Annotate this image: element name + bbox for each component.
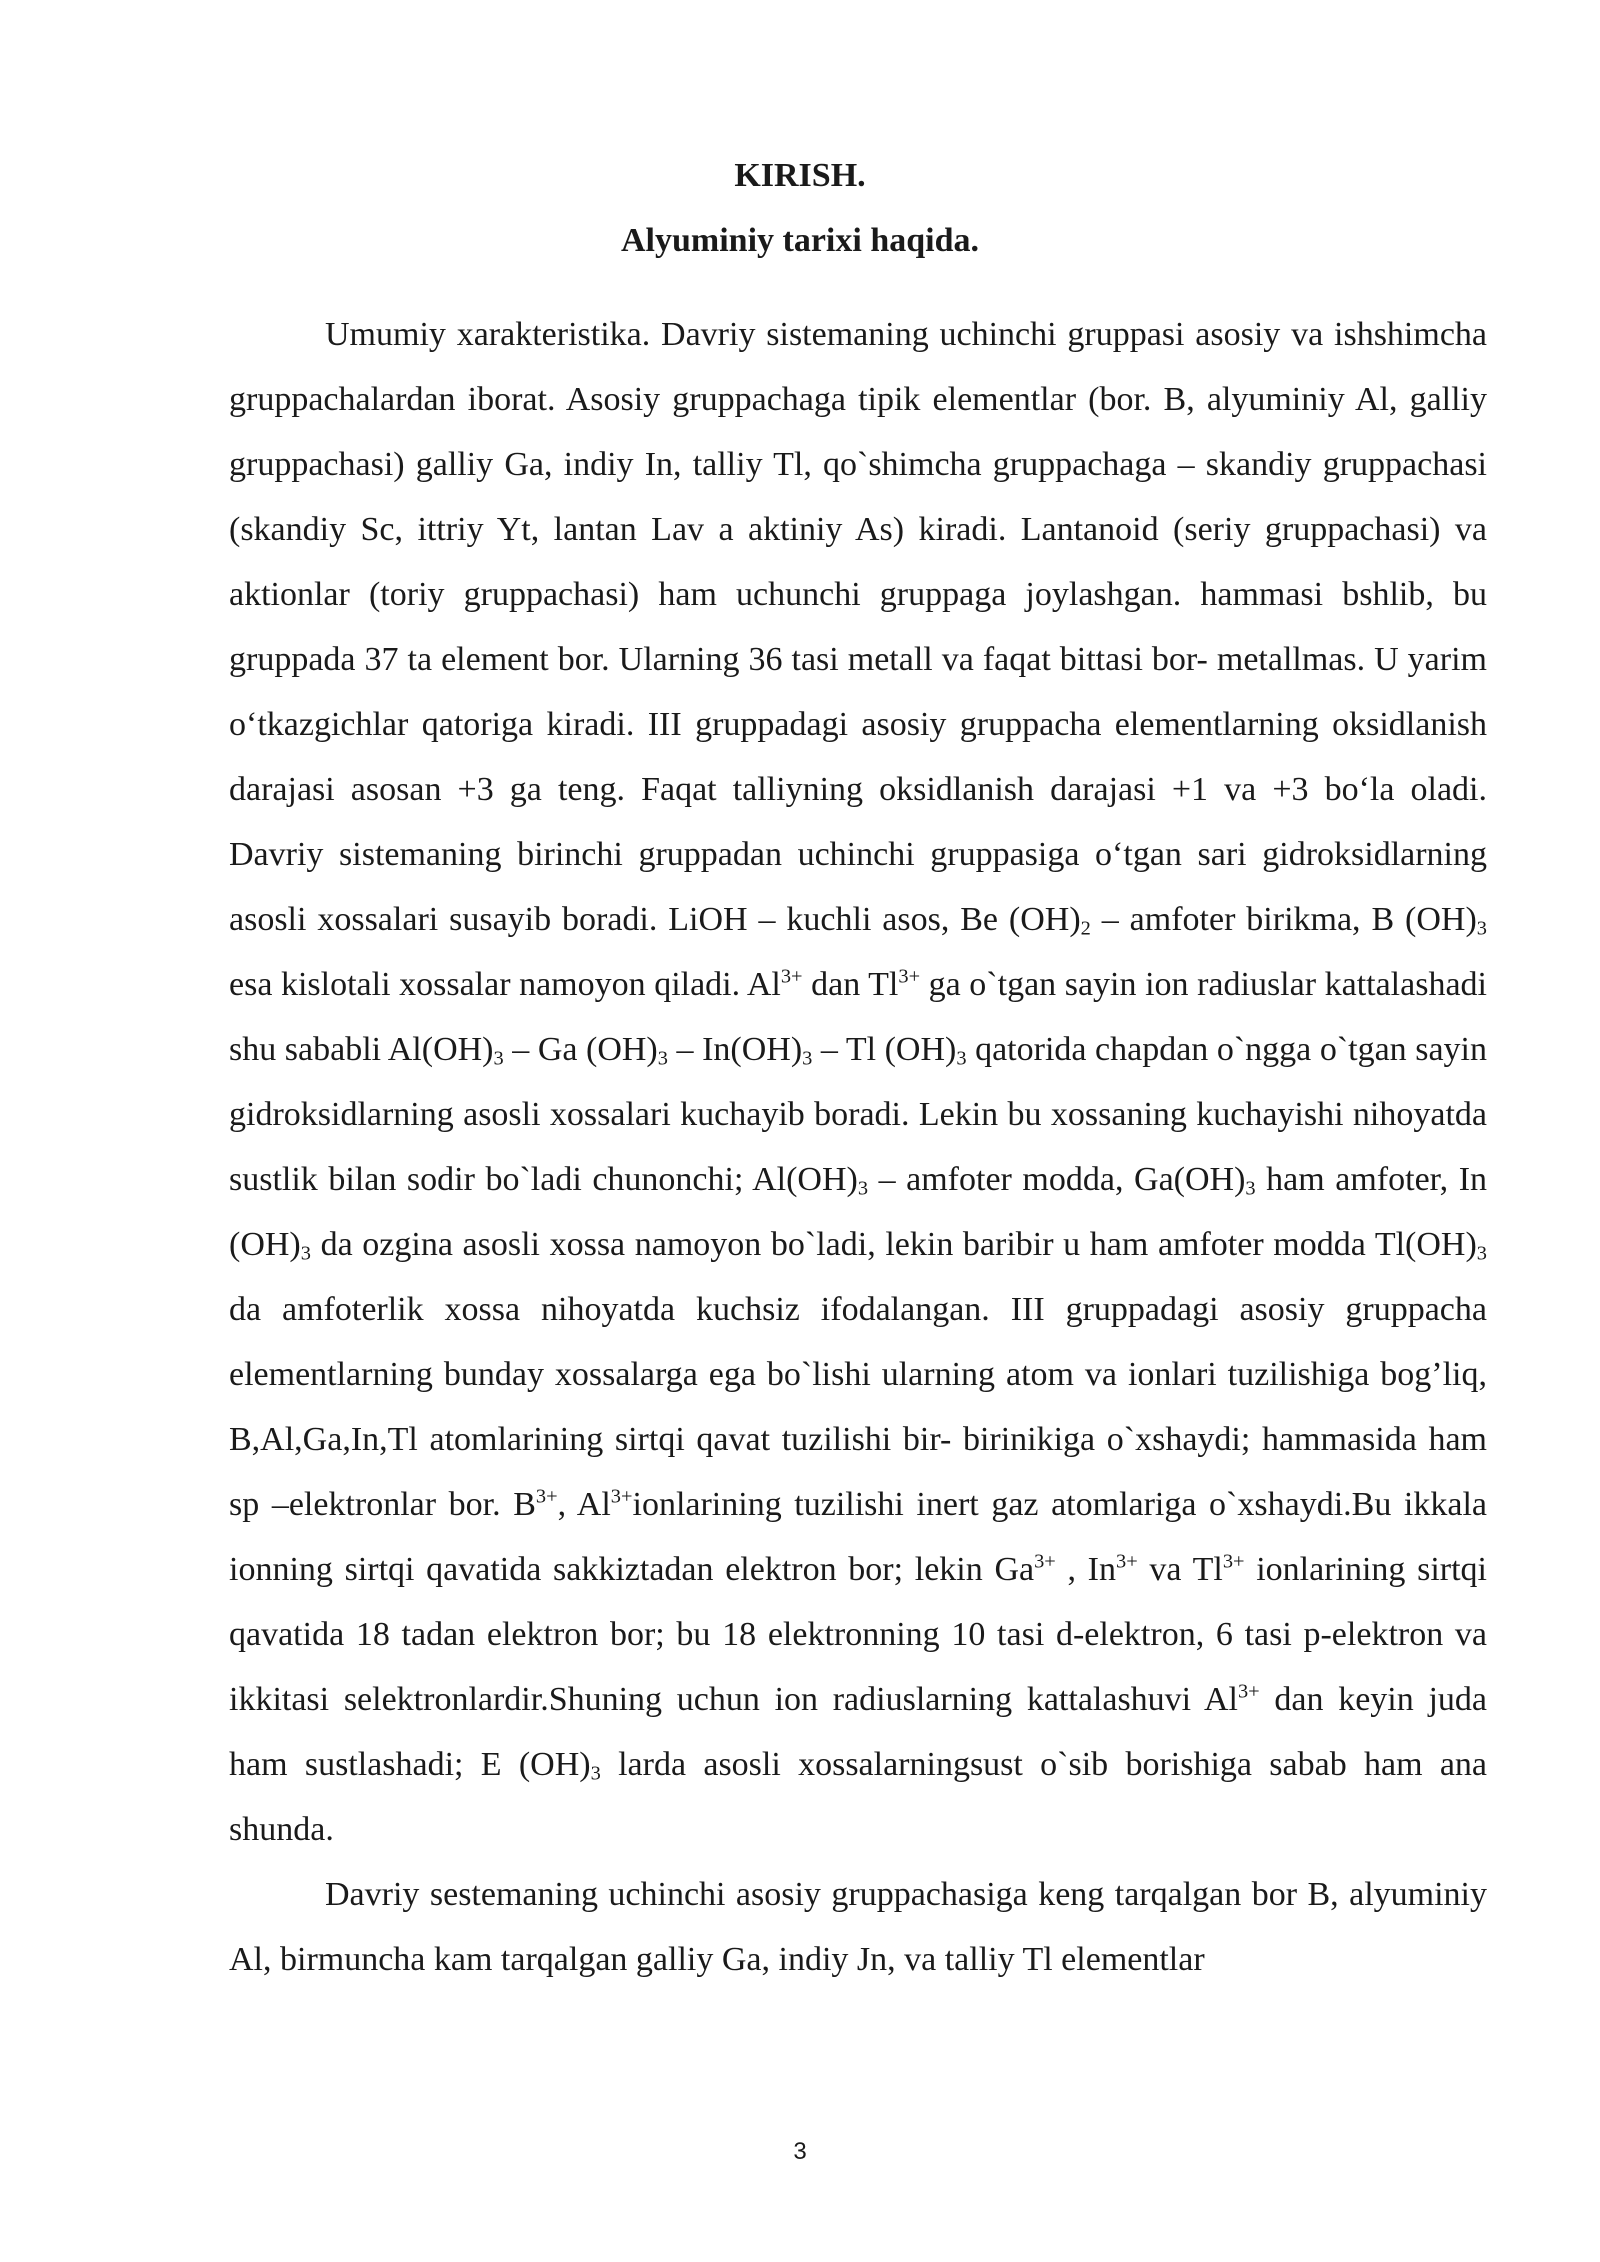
text-run: , Al xyxy=(557,1486,611,1523)
text-run: , In xyxy=(1055,1551,1117,1588)
subscript: 3 xyxy=(657,1047,668,1070)
text-run: – amfoter birikma, B (OH) xyxy=(1090,901,1477,938)
text-run: ionlarining sirtqi qavatida 18 tadan elektron bor; bu 18 elektronning 10 tasi d-elektron, 6 tasi p-elektron va ikkitasi selektronlardir.Shuning uchun ion radiuslarning kattalashuvi Al xyxy=(229,1551,1487,1718)
text-run: dan Tl xyxy=(802,966,899,1003)
superscript: 3+ xyxy=(1034,1550,1056,1573)
text-run: va Tl xyxy=(1137,1551,1223,1588)
superscript: 3+ xyxy=(535,1485,558,1508)
body-text xyxy=(229,302,1487,1992)
page-title: KIRISH. xyxy=(734,157,866,194)
paragraph xyxy=(229,302,1487,1862)
text-run: larda asosli xossalarningsust o`sib borishiga sabab ham ana shunda. xyxy=(229,1746,1487,1848)
subscript: 3 xyxy=(1245,1177,1256,1200)
subscript: 3 xyxy=(300,1242,311,1265)
text-run: qatorida chapdan o`ngga o`tgan sayin gidroksidlarning asosli xossalari kuchayib boradi. Lekin bu xossaning kuchayishi nihoyatda sustlik bilan sodir bo`ladi chunonchi; Al(OH) xyxy=(229,1031,1487,1198)
text-run: Umumiy xarakteristika. Davriy sistemaning uchinchi gruppasi asosiy va ishshimcha gruppachalardan iborat. Asosiy gruppachaga tipik elementlar (bor. B, alyuminiy Al, galliy gruppachasi) galliy Ga, indiy In, talliy Tl, qo`shimcha gruppachaga – skandiy gruppachasi (skandiy Sc, ittriy Yt, lantan Lav a aktiniy As) kiradi. Lantanoid (seriy gruppachasi) va aktionlar (toriy gruppachasi) ham uchunchi gruppaga joylashgan. hammasi bshlib, bu gruppada 37 ta element bor. Ularning 36 tasi metall va faqat bittasi bor- metallmas. U yarim o‘tkazgichlar qatoriga kiradi. III gruppadagi asosiy gruppacha elementlarning oksidlanish darajasi asosan +3 ga teng. Faqat talliyning oksidlanish darajasi +1 va +3 bo‘la oladi. Davriy sistemaning birinchi gruppadan uchinchi gruppasiga o‘tgan sari gidroksidlarning asosli xossalari susayib boradi. LiOH – kuchli asos, Be (OH) xyxy=(229,316,1487,938)
text-run: – amfoter modda, Ga(OH) xyxy=(868,1161,1246,1198)
subscript: 3 xyxy=(802,1047,813,1070)
superscript: 3+ xyxy=(898,965,921,988)
superscript: 3+ xyxy=(1237,1680,1260,1703)
superscript: 3+ xyxy=(1222,1550,1245,1573)
superscript: 3+ xyxy=(1116,1550,1138,1573)
page-subtitle: Alyuminiy tarixi haqida. xyxy=(620,222,979,259)
superscript: 3+ xyxy=(780,965,803,988)
subscript: 2 xyxy=(1080,917,1091,940)
subscript: 3 xyxy=(1476,917,1487,940)
subscript: 3 xyxy=(1476,1242,1487,1265)
text-run: ham amfoter, In (OH) xyxy=(229,1161,1488,1263)
text-run: da amfoterlik xossa nihoyatda kuchsiz ifodalangan. III gruppadagi asosiy gruppacha elementlarning bunday xossalarga ega bo`lishi ularning atom va ionlari tuzilishiga bog’liq, B,Al,Ga,In,Tl atomlarining sirtqi qavat tuzilishi bir- birinikiga o`xshaydi; hammasida ham sp –elektronlar bor. B xyxy=(229,1291,1487,1523)
text-run: Davriy sestemaning uchinchi asosiy gruppachasiga keng tarqalgan bor B, alyuminiy Al, birmuncha kam tarqalgan galliy Ga, indiy Jn, va talliy Tl elementlar xyxy=(229,1876,1487,1978)
text-run: – Ga (OH) xyxy=(503,1031,658,1068)
page-number: 3 xyxy=(793,2138,807,2165)
subscript: 3 xyxy=(956,1047,967,1070)
text-run: ga o`tgan sayin ion radiuslar kattalashadi shu sababli Al(OH) xyxy=(229,966,1487,1068)
text-run: da ozgina asosli xossa namoyon bo`ladi, lekin baribir u ham amfoter modda Tl(OH) xyxy=(310,1226,1477,1263)
text-run: dan keyin juda ham sustlashadi; E (OH) xyxy=(229,1681,1487,1783)
subscript: 3 xyxy=(590,1762,601,1785)
text-run: – In(OH) xyxy=(667,1031,803,1068)
text-run: esa kislotali xossalar namoyon qiladi. Al xyxy=(229,966,781,1003)
subscript: 3 xyxy=(857,1177,869,1200)
subscript: 3 xyxy=(493,1047,504,1070)
paragraph xyxy=(229,1862,1487,1992)
text-run: – Tl (OH) xyxy=(812,1031,957,1068)
superscript: 3+ xyxy=(610,1485,633,1508)
text-run: ionlarining tuzilishi inert gaz atomlariga o`xshaydi.Bu ikkala ionning sirtqi qavatida sakkiztadan elektron bor; lekin Ga xyxy=(229,1486,1487,1588)
